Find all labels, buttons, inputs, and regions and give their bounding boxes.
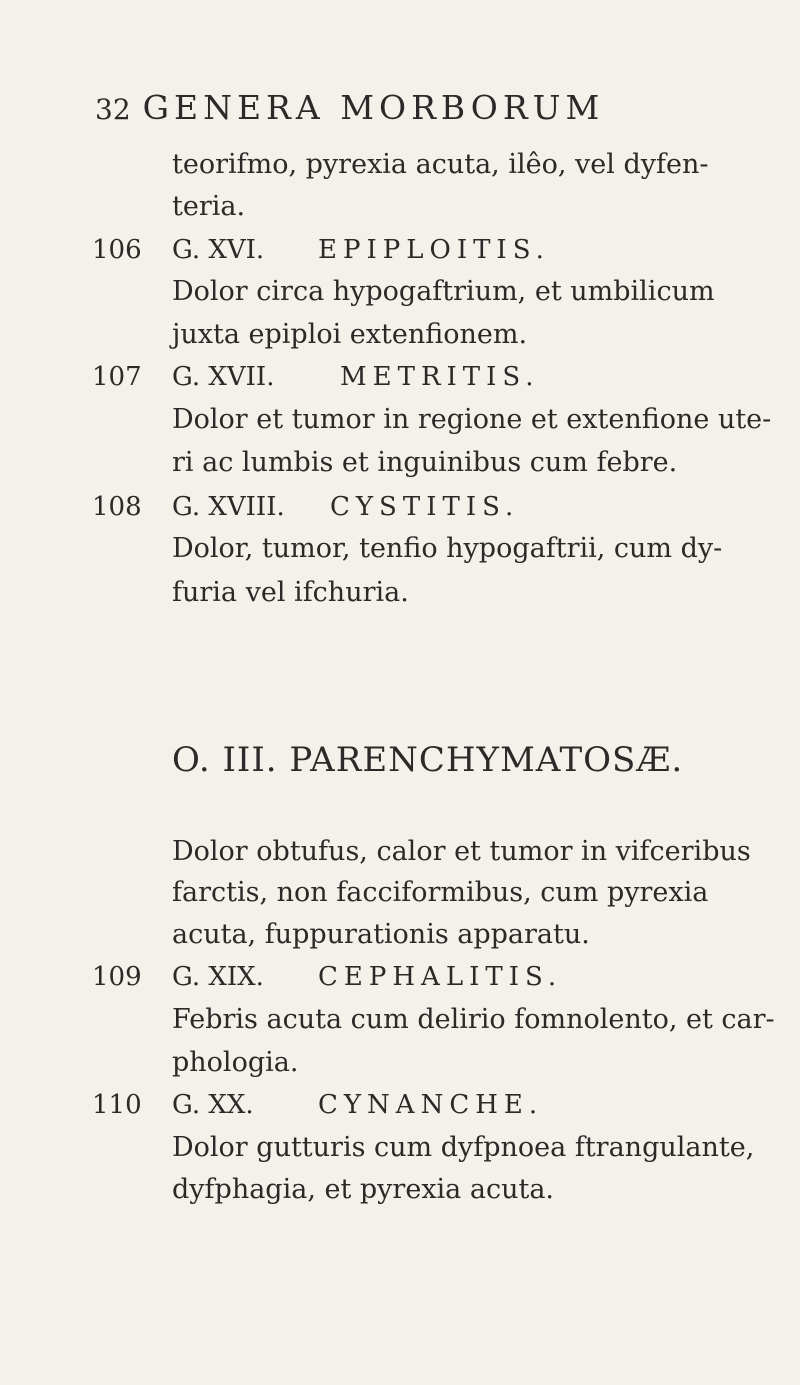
entry-number: 110 xyxy=(92,1090,142,1120)
genus-code: G. XX. xyxy=(172,1090,254,1120)
entry-number: 107 xyxy=(92,362,142,392)
text-line: furia vel ifchuria. xyxy=(172,577,409,608)
text-line: farctis, non facciformibus, cum pyrexia xyxy=(172,877,709,908)
genus-name: CYNANCHE. xyxy=(318,1090,544,1120)
text-line: dyfphagia, et pyrexia acuta. xyxy=(172,1174,554,1205)
genus-code: G. XIX. xyxy=(172,962,264,992)
text-line: teorifmo, pyrexia acuta, ilêo, vel dyfen- xyxy=(172,149,709,180)
entry-number: 108 xyxy=(92,492,142,522)
text-line: Dolor obtufus, calor et tumor in vifceribus xyxy=(172,836,751,867)
genus-code: G. XVI. xyxy=(172,235,265,265)
running-header xyxy=(95,88,775,128)
entry-number: 109 xyxy=(92,962,142,992)
genus-name: CEPHALITIS. xyxy=(318,962,563,992)
genus-name: METRITIS. xyxy=(340,362,540,392)
text-line: Dolor et tumor in regione et extenfione ute- xyxy=(172,404,772,435)
text-line: Dolor circa hypogaftrium, et umbilicum xyxy=(172,276,715,307)
text-line: Dolor gutturis cum dyfpnoea ftrangulante, xyxy=(172,1132,755,1163)
text-line: phologia. xyxy=(172,1047,299,1078)
entry-number: 106 xyxy=(92,235,142,265)
genus-name: EPIPLOITIS. xyxy=(318,235,550,265)
text-line: acuta, fuppurationis apparatu. xyxy=(172,919,590,950)
text-line: Febris acuta cum delirio fomnolento, et car- xyxy=(172,1004,775,1035)
running-title: GENERA MORBORUM xyxy=(142,88,605,127)
text-line: ri ac lumbis et inguinibus cum febre. xyxy=(172,447,678,478)
order-heading: O. III. PARENCHYMATOSÆ. xyxy=(172,740,684,780)
page-number: 32 xyxy=(95,93,131,126)
genus-name: CYSTITIS. xyxy=(330,492,520,522)
text-line: juxta epiploi extenfionem. xyxy=(172,319,528,350)
genus-code: G. XVIII. xyxy=(172,492,285,522)
text-line: Dolor, tumor, tenfio hypogaftrii, cum dy- xyxy=(172,533,723,564)
text-line: teria. xyxy=(172,191,246,222)
genus-code: G. XVII. xyxy=(172,362,275,392)
